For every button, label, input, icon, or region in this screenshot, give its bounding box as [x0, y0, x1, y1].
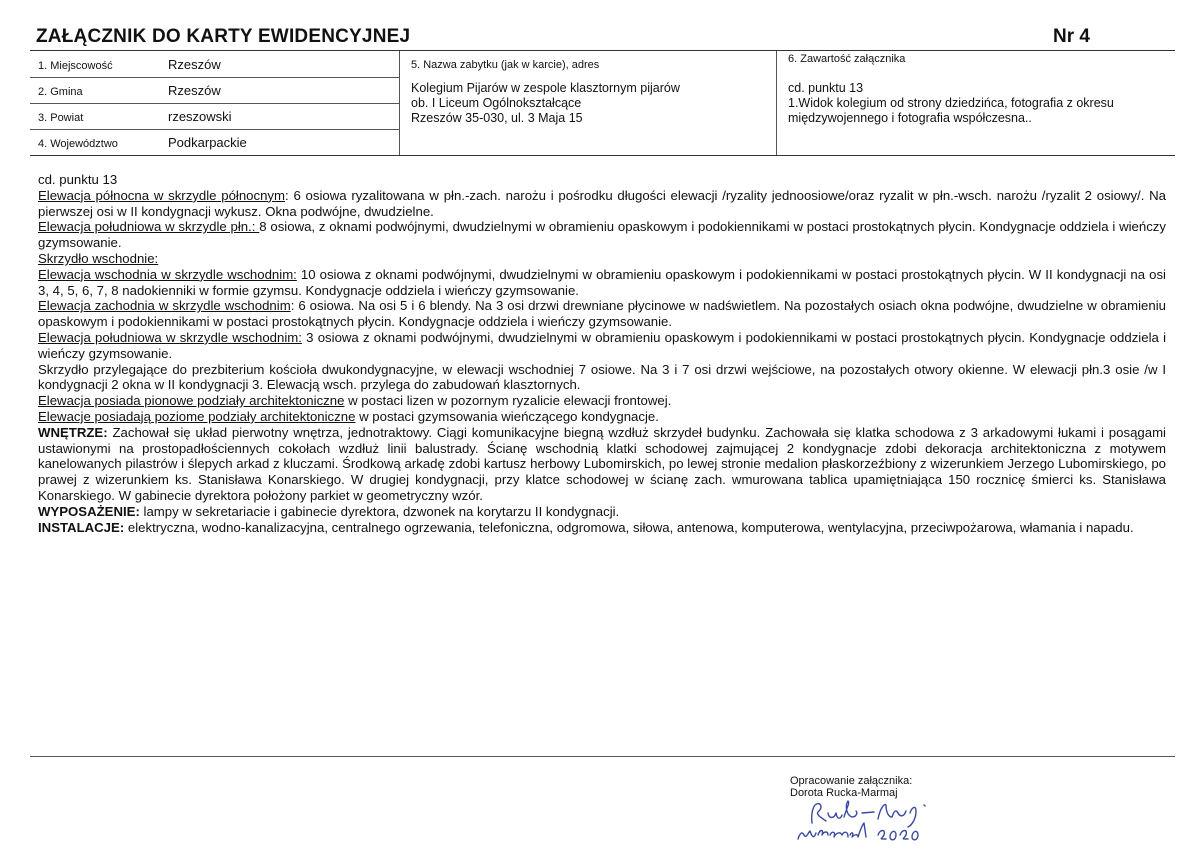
paragraph-east-elevation: [38, 267, 1166, 299]
paragraph-east-wing: [38, 251, 1166, 267]
field-row-gmina: [30, 77, 399, 104]
body-intro: cd. punktu 13: [38, 172, 118, 187]
field-label: 3. Powiat: [38, 112, 84, 124]
paragraph-text: 10 osiowa z oknami podwójnymi, dwudzielnymi w obramieniu opaskowym i podokiennikami w postaci prostokątnych płycin. W II kondygnacji na osi 3, 4, 5, 6, 7, 8 nadokienniki w formie gzymsu. Kondygnacje oddziela i wieńczy gzymsowanie.: [38, 266, 1166, 298]
contents-line: 1.Widok kolegium od strony dziedzińca, fotografia z okresu międzywojennego i fotografia współczesna..: [788, 96, 1114, 125]
contents-description: [788, 81, 1158, 126]
monument-line: Kolegium Pijarów w zespole klasztornym pijarów: [411, 81, 680, 95]
field-label: 2. Gmina: [38, 86, 83, 98]
paragraph-text: 3 osiowa z oknami podwójnymi, dwudzielnymi w obramieniu opaskowym i podokiennikami w postaci prostokątnych płycin. Kondygnacje oddziela i wieńczy gzymsowanie.: [38, 329, 1166, 361]
paragraph-presbytery-wing: [38, 362, 1166, 394]
field-label: 4. Województwo: [38, 138, 118, 150]
section-heading: WNĘTRZE:: [38, 424, 108, 440]
contents-column: [776, 51, 1176, 155]
header-table: [30, 50, 1175, 156]
monument-line: ob. I Liceum Ogólnokształcące: [411, 96, 582, 110]
monument-label: 5. Nazwa zabytku (jak w karcie), adres: [411, 59, 600, 71]
section-text: Zachował się układ pierwotny wnętrza, jednotraktowy. Ciągi komunikacyjne biegną wzdłuż skrzydeł budynku. Zachowała się klatka schodowa z 3 arkadowymi łukami i posągami ustawionymi na prostopadłościennych cokołach wzdłuż linii balustrady. Ścianę wschodnią klatki schodowej zajmującej 2 kondygnacje zdobi dekoracja architektoniczna z motywem kanelowanych pilastrów i ślepych arkad z kluczami. Środkową arkadę zdobi kartusz herbowy Lubomirskich, po lewej stronie medalion płaskorzeźbiony z wizerunkiem Jerzego Lubomirskiego, po prawej z wizerunkiem ks. Stanisława Konarskiego. W drugiej kondygnacji, przy klatce schodowej w ścianę zach. wmurowana tablica upamiętniająca 150 rocznicę śmierci ks. Stanisława Konarskiego. W gabinecie dyrektora położony parkiet w geometryczny wzór.: [38, 424, 1166, 503]
paragraph-heading: Elewacja wschodnia w skrzydle wschodnim:: [38, 266, 297, 282]
paragraph-text: : 6 osiowa. Na osi 5 i 6 blendy. Na 3 osi drzwi drewniane płycinowe w nadświetlem. Na pozostałych osiach okna podwójne, dwudzielne w obramieniu opaskowym i podokiennikami w postaci prostokątnych płycin. Kondygnacje oddziela i wieńczy gzymsowanie.: [38, 298, 1166, 330]
paragraph-south-elevation-north-wing: [38, 219, 1166, 251]
section-installations: [38, 520, 1166, 536]
paragraph-heading: Skrzydło wschodnie:: [38, 250, 159, 266]
attachment-number: Nr 4: [1053, 26, 1090, 47]
paragraph-text: 8 osiowa, z oknami podwójnymi, dwudzielnymi w obramieniu opaskowym i podokiennikami w postaci prostokątnych płycin. Kondygnacje oddziela i wieńczy gzymsowanie.: [38, 219, 1166, 251]
section-text: elektryczna, wodno-kanalizacyjna, centralnego ogrzewania, telefoniczna, odgromowa, siłowa, antenowa, komputerowa, wentylacyjna, przeciwpożarowa, włamania i napadu.: [124, 519, 1134, 535]
paragraph-heading: Elewacja północna w skrzydle północnym: [38, 187, 286, 203]
field-label: 1. Miejscowość: [38, 60, 113, 72]
paragraph-heading: Elewacja południowa w skrzydle wschodnim:: [38, 329, 302, 345]
section-interior: [38, 425, 1166, 504]
document-title: ZAŁĄCZNIK DO KARTY EWIDENCYJNEJ: [36, 26, 411, 47]
paragraph-text: w postaci gzymsowania wieńczącego kondygnacje.: [355, 408, 659, 424]
paragraph-heading: Elewacje posiadają poziome podziały architektoniczne: [38, 408, 356, 424]
paragraph-text: : 6 osiowa ryzalitowana w płn.-zach. narożu i pośrodku długości elewacji /ryzality jednoosiowe/oraz ryzalit w płn.-wsch. narożu /ryzalit 2 osiowy/. Na pierwszej osi w II kondygnacji wykusz. Okna podwójne, dwudzielne.: [38, 187, 1166, 219]
contents-line: cd. punktu 13: [788, 81, 864, 95]
field-value: rzeszowski: [168, 109, 232, 124]
field-value: Podkarpackie: [168, 135, 247, 150]
paragraph-heading: Elewacja południowa w skrzydle płn.:: [38, 219, 260, 235]
section-heading: INSTALACJE:: [38, 519, 125, 535]
field-row-powiat: [30, 103, 399, 130]
section-equipment: [38, 504, 1166, 520]
paragraph-heading: Elewacja posiada pionowe podziały architektoniczne: [38, 393, 345, 409]
paragraph-horizontal-divisions: [38, 409, 1166, 425]
monument-column: [399, 51, 777, 155]
field-value: Rzeszów: [168, 83, 221, 98]
field-value: Rzeszów: [168, 57, 221, 72]
field-row-miejscowosc: [30, 51, 399, 78]
monument-line: Rzeszów 35-030, ul. 3 Maja 15: [411, 111, 583, 125]
paragraph-text: Skrzydło przylegające do prezbiterium kościoła dwukondygnacyjne, w elewacji wschodniej 7 osiowe. Na 3 i 7 osi drzwi wejściowe, na pozostałych otwory okienne. W elewacji płn.3 osie /w I kondygnacji 2 okna w II kondygnacji 3. Elewacją wsch. przylega do zabudowań klasztornych.: [38, 361, 1166, 393]
description-body: [38, 172, 1166, 535]
location-column: [30, 51, 399, 155]
paragraph-vertical-divisions: [38, 393, 1166, 409]
paragraph-heading: Elewacja zachodnia w skrzydle wschodnim: [38, 298, 291, 314]
paragraph-west-elevation: [38, 298, 1166, 330]
paragraph-text: w postaci lizen w pozornym ryzalicie elewacji frontowej.: [344, 393, 672, 409]
paragraph-south-elevation-east-wing: [38, 330, 1166, 362]
contents-label: 6. Zawartość załącznika: [788, 53, 906, 65]
footer-divider: [30, 756, 1175, 757]
monument-name-address: [411, 81, 680, 126]
footer-author: Dorota Rucka-Marmaj: [790, 787, 898, 799]
field-row-wojewodztwo: [30, 129, 399, 155]
handwritten-signature: [782, 795, 962, 845]
section-heading: WYPOSAŻENIE:: [38, 503, 140, 519]
paragraph-north-elevation: [38, 188, 1166, 220]
section-text: lampy w sekretariacie i gabinecie dyrektora, dzwonek na korytarzu II kondygnacji.: [139, 503, 620, 519]
footer-label: Opracowanie załącznika:: [790, 775, 913, 787]
